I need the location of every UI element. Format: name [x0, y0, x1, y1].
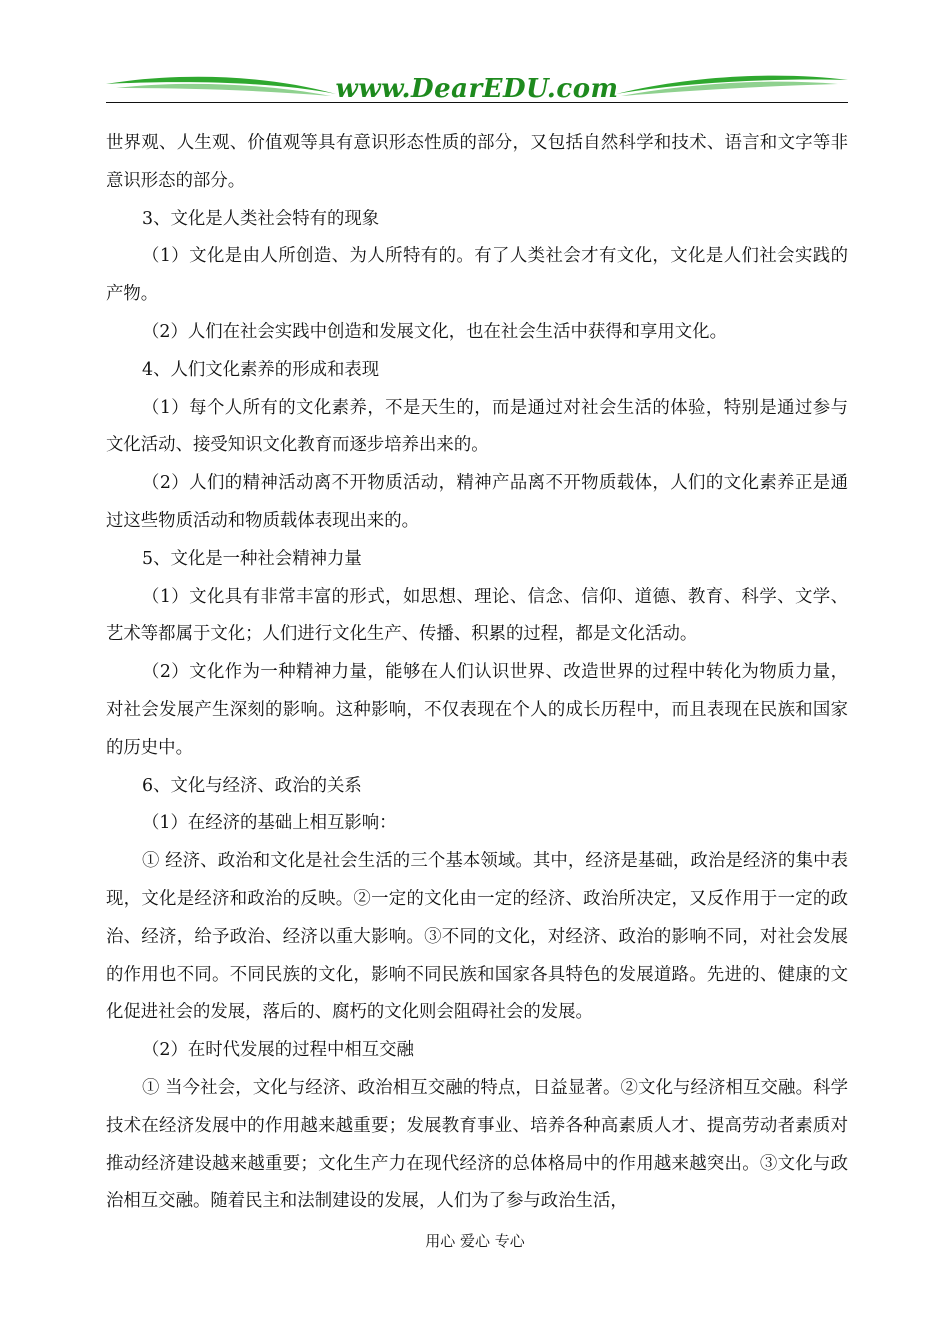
paragraph: （1）文化具有非常丰富的形式，如思想、理论、信念、信仰、道德、教育、科学、文学、艺术等都属于文化；人们进行文化生产、传播、积累的过程，都是文化活动。	[106, 586, 848, 645]
paragraph: 3、文化是人类社会特有的现象	[142, 208, 380, 229]
header-rule	[106, 102, 848, 103]
paragraph: （2）在时代发展的过程中相互交融	[142, 1040, 414, 1061]
paragraph: （2）人们在社会实践中创造和发展文化，也在社会生活中获得和享用文化。	[142, 321, 727, 342]
paragraph: 5、文化是一种社会精神力量	[142, 548, 362, 569]
page-footer: 用心 爱心 专心	[425, 1232, 525, 1250]
page-header	[106, 70, 848, 110]
paragraph: 6、文化与经济、政治的关系	[142, 775, 362, 796]
paragraph: 4、人们文化素养的形成和表现	[142, 359, 380, 380]
paragraph: （1）文化是由人所创造、为人所特有的。有了人类社会才有文化，文化是人们社会实践的产物。	[106, 246, 848, 305]
paragraph: （1）在经济的基础上相互影响：	[142, 813, 397, 834]
paragraph: （2）人们的精神活动离不开物质活动，精神产品离不开物质载体，人们的文化素养正是通过这些物质活动和物质载体表现出来的。	[106, 473, 848, 531]
paragraph: （1）每个人所有的文化素养，不是天生的，而是通过对社会生活的体验，特别是通过参与文化活动、接受知识文化教育而逐步培养出来的。	[106, 397, 848, 456]
paragraph: 世界观、人生观、价值观等具有意识形态性质的部分，又包括自然科学和技术、语言和文字等非意识形态的部分。	[106, 133, 848, 191]
paragraph: ① 经济、政治和文化是社会生活的三个基本领域。其中，经济是基础，政治是经济的集中表现，文化是经济和政治的反映。②一定的文化由一定的经济、政治所决定，又反作用于一定的政治、经济，给予政治、经济以重大影响。③不同的文化，对经济、政治的影响不同，对社会发展的作用也不同。不同民族的文化，影响不同民族和国家各具特色的发展道路。先进的、健康的文化促进社会的发展，落后的、腐朽的文化则会阻碍社会的发展。	[106, 851, 848, 1023]
paragraph: ① 当今社会，文化与经济、政治相互交融的特点，日益显著。②文化与经济相互交融。科学技术在经济发展中的作用越来越重要；发展教育事业、培养各种高素质人才、提高劳动者素质对推动经济建设越来越重要；文化生产力在现代经济的总体格局中的作用越来越突出。③文化与政治相互交融。随着民主和法制建设的发展，人们为了参与政治生活，	[106, 1077, 848, 1212]
document-body	[106, 125, 848, 1221]
site-logo: www.DearEDU.com	[335, 74, 619, 104]
paragraph: （2）文化作为一种精神力量，能够在人们认识世界、改造世界的过程中转化为物质力量，对社会发展产生深刻的影响。这种影响，不仅表现在个人的成长历程中，而且表现在民族和国家的历史中。	[106, 662, 848, 758]
